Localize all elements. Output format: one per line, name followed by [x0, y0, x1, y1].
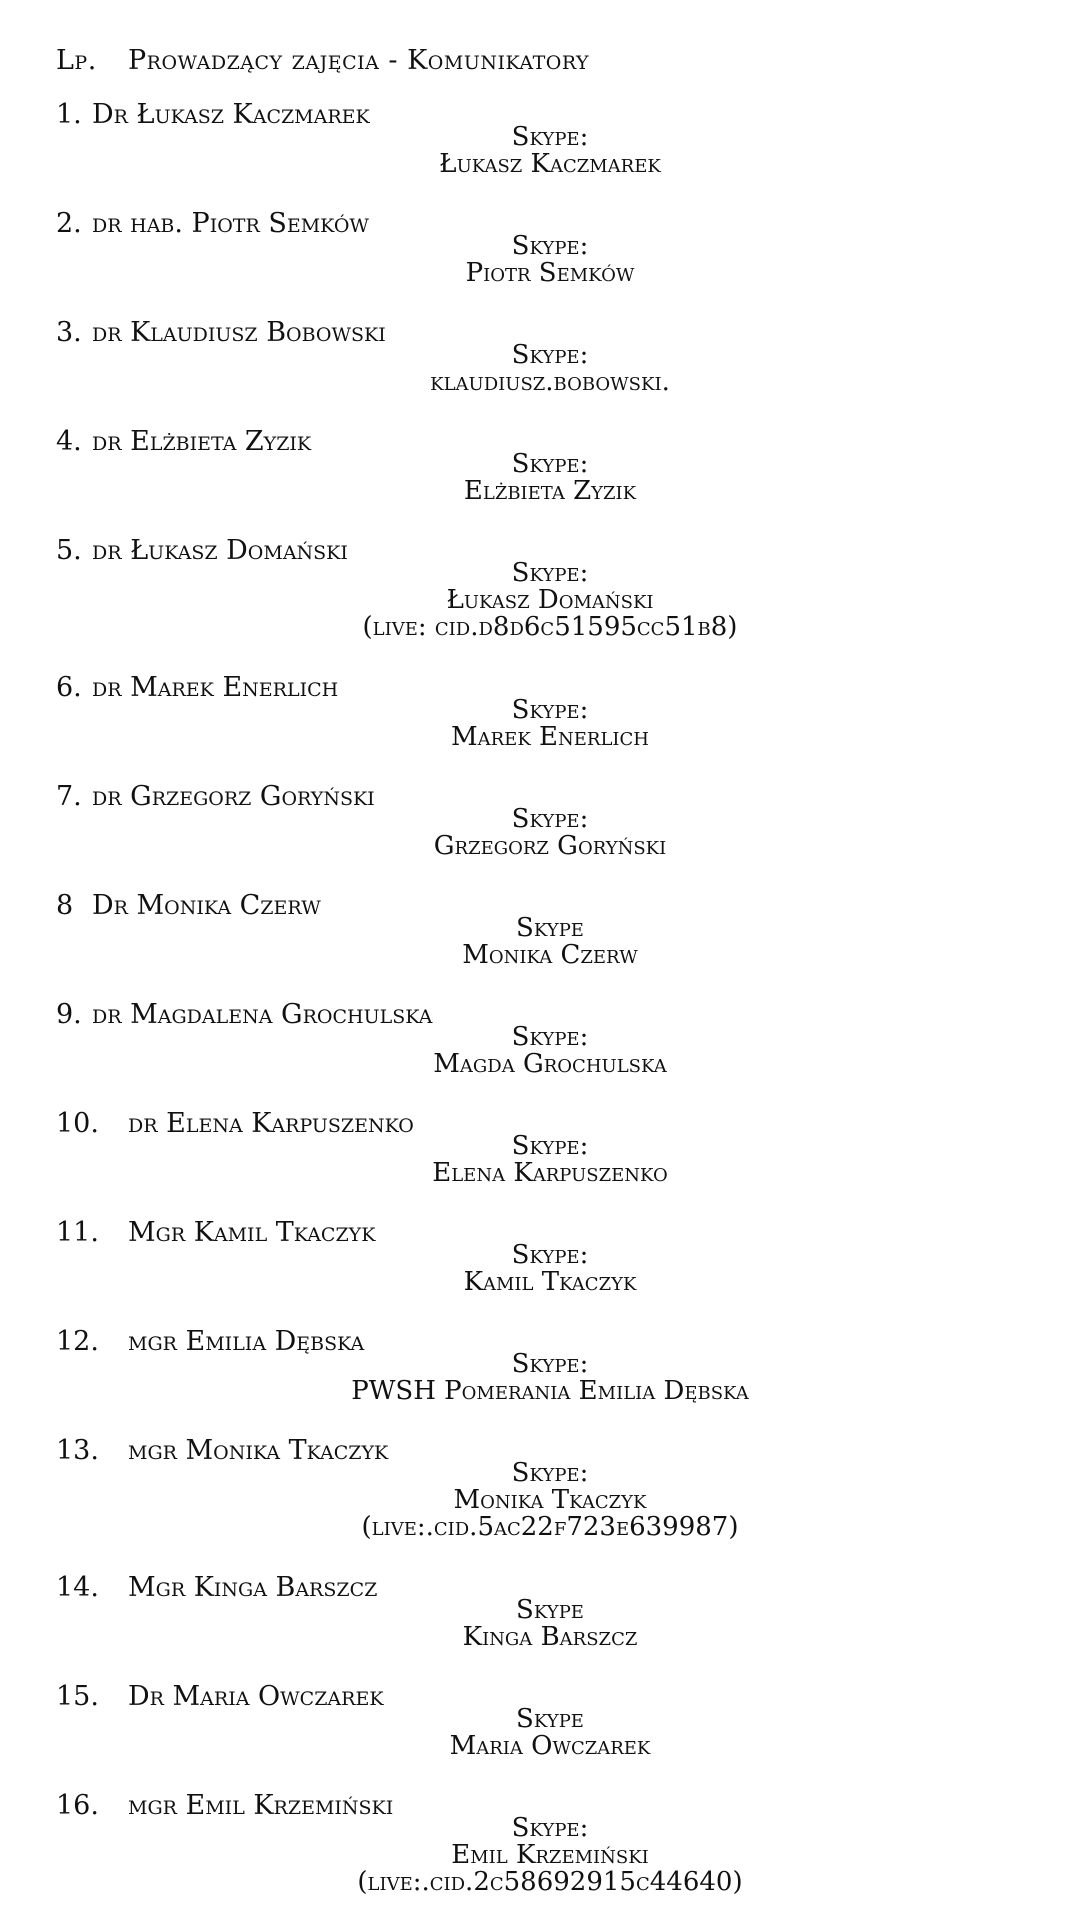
contact-label: Skype:	[511, 1022, 589, 1052]
item-number: 6.	[56, 672, 82, 703]
item-number: 10.	[56, 1108, 99, 1139]
contact-handle: Elena Karpuszenko	[432, 1158, 668, 1188]
item-number: 9.	[56, 999, 82, 1030]
contact-label: Skype:	[511, 122, 589, 152]
contact-handle: klaudiusz.bobowski.	[430, 367, 670, 397]
item-number: 11.	[56, 1217, 99, 1248]
contact-handle: Marek Enerlich	[451, 722, 649, 752]
contact-handle: Monika Tkaczyk	[453, 1485, 647, 1515]
contact-extra: (live: cid.d8d6c51595cc51b8)	[362, 612, 738, 642]
lecturer-name: dr Magdalena Grochulska	[92, 999, 433, 1030]
contact-label: Skype:	[511, 231, 589, 261]
contact-handle: Maria Owczarek	[449, 1731, 651, 1761]
item-number: 14.	[56, 1572, 99, 1603]
lecturer-name: dr hab. Piotr Semków	[92, 208, 369, 239]
contact-label: Skype:	[511, 340, 589, 370]
contact-handle: Emil Krzemiński	[451, 1840, 649, 1870]
item-number: 7.	[56, 781, 82, 812]
contact-handle: Łukasz Domański	[446, 585, 654, 615]
item-number: 3.	[56, 317, 82, 348]
lecturer-name: mgr Monika Tkaczyk	[128, 1435, 389, 1466]
lecturer-name: Dr Monika Czerw	[92, 890, 321, 921]
contact-extra: (live:.cid.2c58692915c44640)	[357, 1867, 743, 1897]
lecturer-name: dr Elżbieta Zyzik	[92, 426, 312, 457]
contact-label: Skype:	[511, 449, 589, 479]
table-header	[56, 43, 589, 79]
lecturer-name: dr Elena Karpuszenko	[128, 1108, 414, 1139]
contact-handle: Grzegorz Goryński	[433, 831, 667, 861]
header-title: Prowadzący zajęcia - Komunikatory	[128, 45, 590, 76]
contact-handle: Magda Grochulska	[433, 1049, 667, 1079]
contact-handle: Kamil Tkaczyk	[463, 1267, 637, 1297]
contact-extra: (live:.cid.5ac22f723e639987)	[361, 1512, 739, 1542]
item-number: 15.	[56, 1681, 99, 1712]
header-lp: Lp.	[56, 45, 97, 76]
item-number: 1.	[56, 99, 82, 130]
contact-handle: Monika Czerw	[462, 940, 638, 970]
lecturer-name: dr Grzegorz Goryński	[92, 781, 375, 812]
contact-label: Skype:	[511, 1240, 589, 1270]
item-number: 5.	[56, 535, 82, 566]
lecturer-name: Dr Łukasz Kaczmarek	[92, 99, 370, 130]
contact-label: Skype:	[511, 558, 589, 588]
lecturer-name: mgr Emilia Dębska	[128, 1326, 365, 1357]
lecturer-name: dr Marek Enerlich	[92, 672, 339, 703]
item-number: 13.	[56, 1435, 99, 1466]
lecturer-name: mgr Emil Krzemiński	[128, 1790, 394, 1821]
contact-handle: Piotr Semków	[465, 258, 635, 288]
item-number: 2.	[56, 208, 82, 239]
contact-label: Skype:	[511, 695, 589, 725]
contact-label: Skype:	[511, 1349, 589, 1379]
lecturer-name: dr Łukasz Domański	[92, 535, 348, 566]
contact-handle: Elżbieta Zyzik	[463, 476, 637, 506]
contact-label: Skype	[516, 1595, 584, 1625]
contact-label: Skype:	[511, 1131, 589, 1161]
contact-handle: Łukasz Kaczmarek	[439, 149, 661, 179]
item-number: 12.	[56, 1326, 99, 1357]
contact-label: Skype:	[511, 1458, 589, 1488]
lecturer-name: Mgr Kinga Barszcz	[128, 1572, 378, 1603]
contact-label: Skype:	[511, 1813, 589, 1843]
contact-label: Skype:	[511, 804, 589, 834]
contact-label: Skype	[516, 913, 584, 943]
item-number: 4.	[56, 426, 82, 457]
contact-handle: PWSH Pomerania Emilia Dębska	[351, 1376, 749, 1406]
item-number: 8	[56, 890, 74, 921]
lecturer-name: dr Klaudiusz Bobowski	[92, 317, 386, 348]
contact-label: Skype	[516, 1704, 584, 1734]
lecturer-name: Mgr Kamil Tkaczyk	[128, 1217, 376, 1248]
contact-handle: Kinga Barszcz	[462, 1622, 638, 1652]
item-number: 16.	[56, 1790, 99, 1821]
lecturer-name: Dr Maria Owczarek	[128, 1681, 384, 1712]
